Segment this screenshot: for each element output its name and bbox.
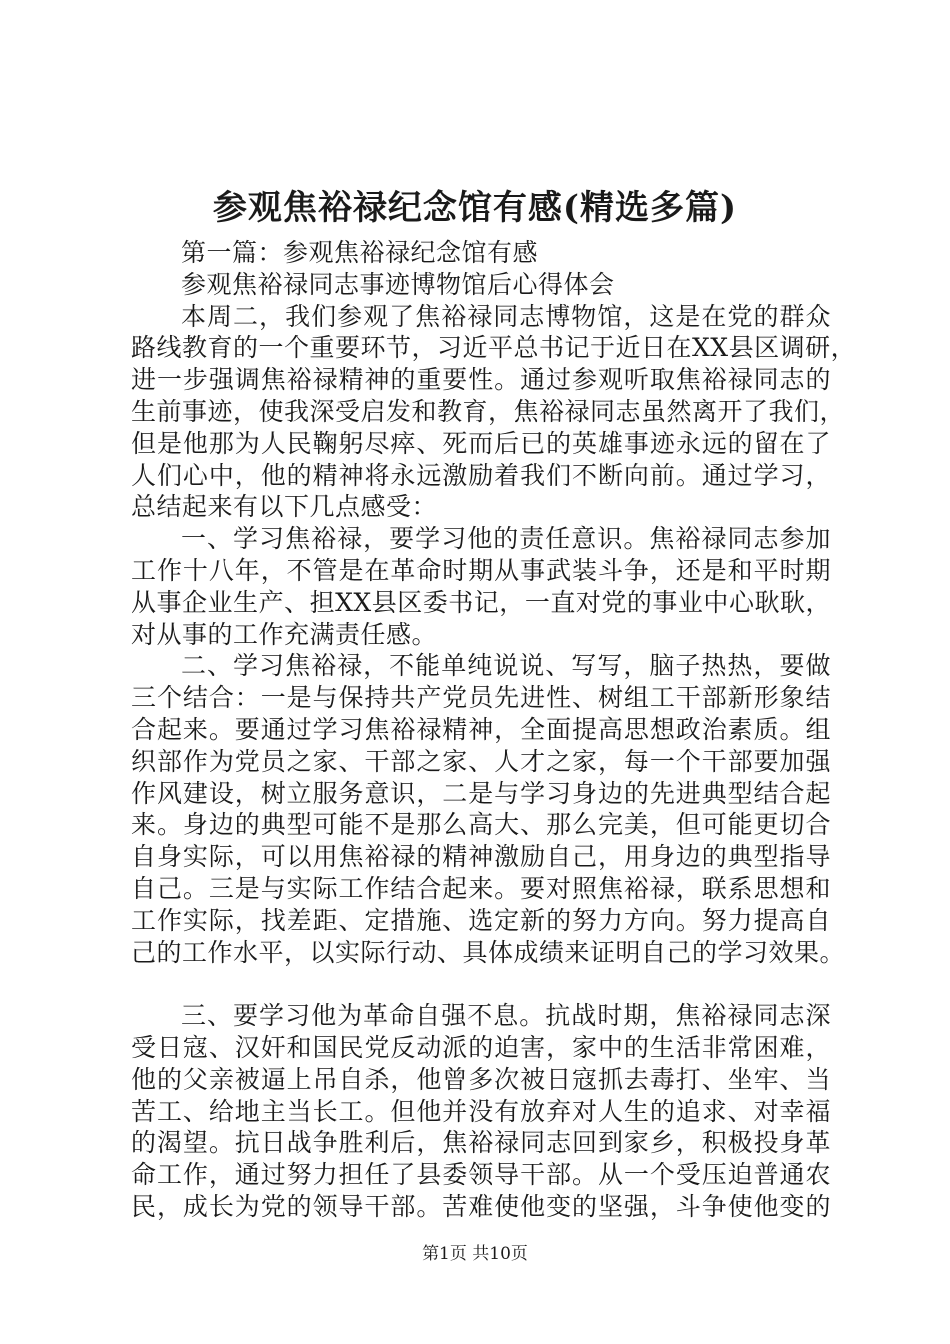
paragraph-line: 来。身边的典型可能不是那么高大、那么完美，但可能更切合 bbox=[131, 810, 831, 840]
paragraph-line: 三个结合：一是与保持共产党员先进性、树组工干部新形象结 bbox=[131, 683, 831, 713]
paragraph-line: 他的父亲被逼上吊自杀，他曾多次被日寇抓去毒打、坐牢、当 bbox=[131, 1064, 831, 1094]
paragraph-line: 合起来。要通过学习焦裕禄精神，全面提高思想政治素质。组 bbox=[131, 714, 831, 744]
paragraph-line: 工作实际，找差距、定措施、选定新的努力方向。努力提高自 bbox=[131, 905, 831, 935]
paragraph-spacer bbox=[131, 968, 831, 1000]
paragraph-line: 人们心中，他的精神将永远激励着我们不断向前。通过学习， bbox=[131, 460, 831, 490]
paragraph-line: 二、学习焦裕禄，不能单纯说说、写写，脑子热热，要做 bbox=[181, 651, 831, 681]
paragraph-line: 生前事迹，使我深受启发和教育，焦裕禄同志虽然离开了我们， bbox=[131, 396, 846, 426]
paragraph-line: 民，成长为党的领导干部。苦难使他变的坚强，斗争使他变的 bbox=[131, 1191, 831, 1221]
paragraph-line: 织部作为党员之家、干部之家、人才之家，每一个干部要加强 bbox=[131, 746, 831, 776]
paragraph-line: 自己。三是与实际工作结合起来。要对照焦裕禄，联系思想和 bbox=[131, 873, 831, 903]
paragraph-line: 对从事的工作充满责任感。 bbox=[131, 619, 438, 649]
paragraph-line: 自身实际，可以用焦裕禄的精神激励自己，用身边的典型指导 bbox=[131, 842, 831, 872]
paragraph-line: 但是他那为人民鞠躬尽瘁、死而后已的英雄事迹永远的留在了 bbox=[131, 428, 831, 458]
paragraph-line: 从事企业生产、担XX县区委书记，一直对党的事业中心耿耿， bbox=[131, 587, 831, 617]
document-title: 参观焦裕禄纪念馆有感(精选多篇) bbox=[212, 188, 738, 228]
paragraph-line: 己的工作水平，以实际行动、具体成绩来证明自己的学习效果。 bbox=[131, 937, 846, 967]
article-subtitle: 参观焦裕禄同志事迹博物馆后心得体会 bbox=[181, 269, 615, 299]
paragraph-line: 一、学习焦裕禄，要学习他的责任意识。焦裕禄同志参加 bbox=[181, 524, 831, 554]
paragraph-line: 路线教育的一个重要环节，习近平总书记于近日在XX县区调研， bbox=[131, 333, 857, 363]
section-heading: 第一篇：参观焦裕禄纪念馆有感 bbox=[181, 238, 539, 267]
paragraph-line: 苦工、给地主当长工。但他并没有放弃对人生的追求、对幸福 bbox=[131, 1096, 831, 1126]
paragraph-line: 受日寇、汉奸和国民党反动派的迫害，家中的生活非常困难， bbox=[131, 1032, 831, 1062]
page-number-footer: 第1页 共10页 bbox=[422, 1244, 528, 1264]
paragraph-line: 本周二，我们参观了焦裕禄同志博物馆，这是在党的群众 bbox=[181, 301, 831, 331]
paragraph-line: 三、要学习他为革命自强不息。抗战时期，焦裕禄同志深 bbox=[181, 1001, 831, 1031]
paragraph-line: 进一步强调焦裕禄精神的重要性。通过参观听取焦裕禄同志的 bbox=[131, 365, 831, 395]
paragraph-line: 作风建设，树立服务意识，二是与学习身边的先进典型结合起 bbox=[131, 778, 831, 808]
document-body bbox=[131, 237, 857, 1223]
paragraph-line: 命工作，通过努力担任了县委领导干部。从一个受压迫普通农 bbox=[131, 1160, 831, 1190]
paragraph-line: 工作十八年，不管是在革命时期从事武装斗争，还是和平时期 bbox=[131, 555, 831, 585]
paragraph-line: 的渴望。抗日战争胜利后，焦裕禄同志回到家乡，积极投身革 bbox=[131, 1128, 831, 1158]
paragraph-line: 总结起来有以下几点感受： bbox=[131, 492, 438, 522]
